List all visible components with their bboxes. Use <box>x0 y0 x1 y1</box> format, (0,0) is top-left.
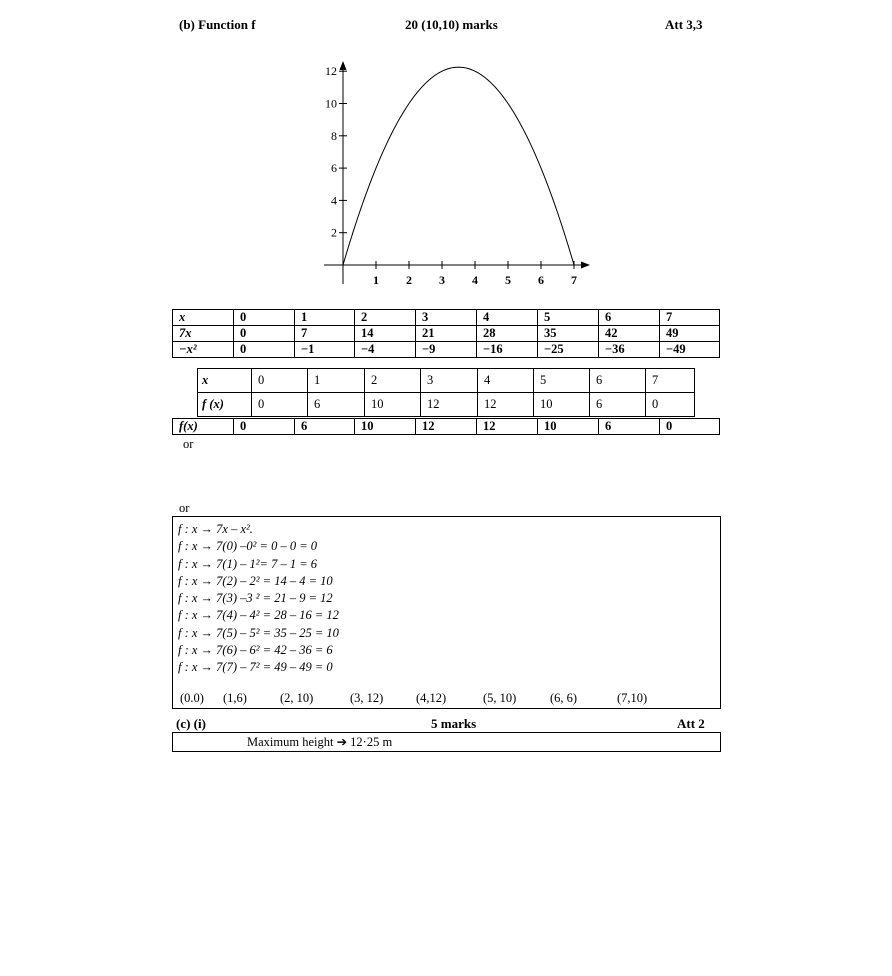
or-label: or <box>183 437 194 451</box>
table-cell: 2 <box>355 310 416 326</box>
table-cell: 0 <box>234 419 295 435</box>
table-cell: f (x) <box>198 393 252 417</box>
x-tick-label: 4 <box>472 273 478 287</box>
table-cell: x <box>198 369 252 393</box>
x-tick-label: 1 <box>373 273 379 287</box>
table-cell: 7 <box>660 310 720 326</box>
table-cell: 6 <box>599 419 660 435</box>
table-row <box>198 393 695 417</box>
table-cell: 4 <box>478 369 534 393</box>
section-c-title: (c) (i) <box>176 716 206 731</box>
table-cell: 21 <box>416 326 477 342</box>
function-graph <box>300 55 600 290</box>
table-cell: −36 <box>599 342 660 358</box>
y-tick-label: 8 <box>331 128 337 143</box>
point-label: (6, 6) <box>550 691 578 705</box>
table-cell: 12 <box>478 393 534 417</box>
point-label: (7,10) <box>617 691 648 705</box>
y-axis-arrow <box>340 61 347 70</box>
section-c-attempt: Att 2 <box>677 716 705 731</box>
working-lines <box>178 521 339 677</box>
point-label: (3, 12) <box>350 691 384 705</box>
table-cell: −x² <box>173 342 234 358</box>
y-tick-label: 12 <box>325 64 337 79</box>
table-cell: 10 <box>534 393 590 417</box>
working-line: f : x → 7(4) – 4² = 28 – 16 = 12 <box>178 608 339 623</box>
y-tick-label: 6 <box>331 161 337 176</box>
table-cell: 49 <box>660 326 720 342</box>
table-cell: 7 <box>295 326 355 342</box>
table-cell: 28 <box>477 326 538 342</box>
table-cell: 5 <box>538 310 599 326</box>
working-line: f : x → 7(0) –0² = 0 – 0 = 0 <box>178 539 318 554</box>
table-cell: 0 <box>234 342 295 358</box>
working-line: f : x → 7(2) – 2² = 14 – 4 = 10 <box>178 573 333 588</box>
table-cell: −16 <box>477 342 538 358</box>
table-cell: 6 <box>590 393 646 417</box>
table-cell: 42 <box>599 326 660 342</box>
table-row <box>173 310 720 326</box>
table-cell: 0 <box>646 393 695 417</box>
table-cell: −25 <box>538 342 599 358</box>
working-line: f : x → 7(3) –3 ² = 21 – 9 = 12 <box>178 591 333 606</box>
table-cell: 0 <box>234 310 295 326</box>
point-label: (5, 10) <box>483 691 517 705</box>
table-x-fx <box>197 368 695 417</box>
y-tick-label: 2 <box>331 225 337 240</box>
x-tick-label: 6 <box>538 273 544 287</box>
table-cell: 6 <box>599 310 660 326</box>
parabola-curve <box>343 67 574 265</box>
table-cell: 14 <box>355 326 416 342</box>
table-cell: 1 <box>308 369 365 393</box>
table-cell: 6 <box>590 369 646 393</box>
working-box <box>172 516 721 709</box>
working-line: f : x → 7(5) – 5² = 35 – 25 = 10 <box>178 625 339 640</box>
table-cell: 3 <box>416 310 477 326</box>
point-label: (4,12) <box>416 691 447 705</box>
section-c-marks: 5 marks <box>431 716 477 731</box>
section-b-title: (b) Function f <box>179 17 256 32</box>
table-cell: 4 <box>477 310 538 326</box>
table-cell: −49 <box>660 342 720 358</box>
x-tick-label: 5 <box>505 273 511 287</box>
table-cell: 12 <box>421 393 478 417</box>
table-row <box>198 369 695 393</box>
table-row <box>173 342 720 358</box>
answer-text: Maximum height ➔ 12·25 m <box>247 735 393 749</box>
table-cell: −9 <box>416 342 477 358</box>
table-cell: 0 <box>252 393 308 417</box>
working-line: f : x → 7(1) – 1²= 7 – 1 = 6 <box>178 556 318 571</box>
table-cell: 10 <box>355 419 416 435</box>
table-cell: 0 <box>252 369 308 393</box>
x-tick-label: 7 <box>571 273 577 287</box>
section-b-marks: 20 (10,10) marks <box>405 17 498 32</box>
table-cell: x <box>173 310 234 326</box>
table-cell: 3 <box>421 369 478 393</box>
table-cell: 5 <box>534 369 590 393</box>
x-axis-arrow <box>581 262 590 269</box>
table-cell: 1 <box>295 310 355 326</box>
table-cell: 6 <box>308 393 365 417</box>
table-row <box>173 326 720 342</box>
table-cell: 7 <box>646 369 695 393</box>
y-tick-label: 4 <box>331 193 337 208</box>
table-cell: 35 <box>538 326 599 342</box>
table-cell: 10 <box>365 393 421 417</box>
answer-box <box>172 732 721 752</box>
table-row <box>173 419 720 435</box>
table-cell: 0 <box>234 326 295 342</box>
table-cell: 0 <box>660 419 720 435</box>
table-cell: −1 <box>295 342 355 358</box>
point-label: (0.0) <box>180 691 204 705</box>
table-cell: 12 <box>416 419 477 435</box>
x-tick-label: 3 <box>439 273 445 287</box>
table-cell: 6 <box>295 419 355 435</box>
table-cell: 10 <box>538 419 599 435</box>
table-cell: −4 <box>355 342 416 358</box>
table-fx-values <box>172 418 720 435</box>
point-label: (1,6) <box>223 691 247 705</box>
y-tick-label: 10 <box>325 96 337 111</box>
table-x-7x-negx2 <box>172 309 720 358</box>
working-line: f : x → 7(6) – 6² = 42 – 36 = 6 <box>178 643 333 658</box>
working-line: f : x → 7(7) – 7² = 49 – 49 = 0 <box>178 660 333 675</box>
or-label: or <box>179 501 190 515</box>
x-tick-label: 2 <box>406 273 412 287</box>
point-label: (2, 10) <box>280 691 314 705</box>
working-line: f : x → 7x – x². <box>178 522 253 536</box>
table-cell: 7x <box>173 326 234 342</box>
table-cell: f(x) <box>173 419 234 435</box>
table-cell: 2 <box>365 369 421 393</box>
table-cell: 12 <box>477 419 538 435</box>
section-b-attempt: Att 3,3 <box>665 17 703 32</box>
